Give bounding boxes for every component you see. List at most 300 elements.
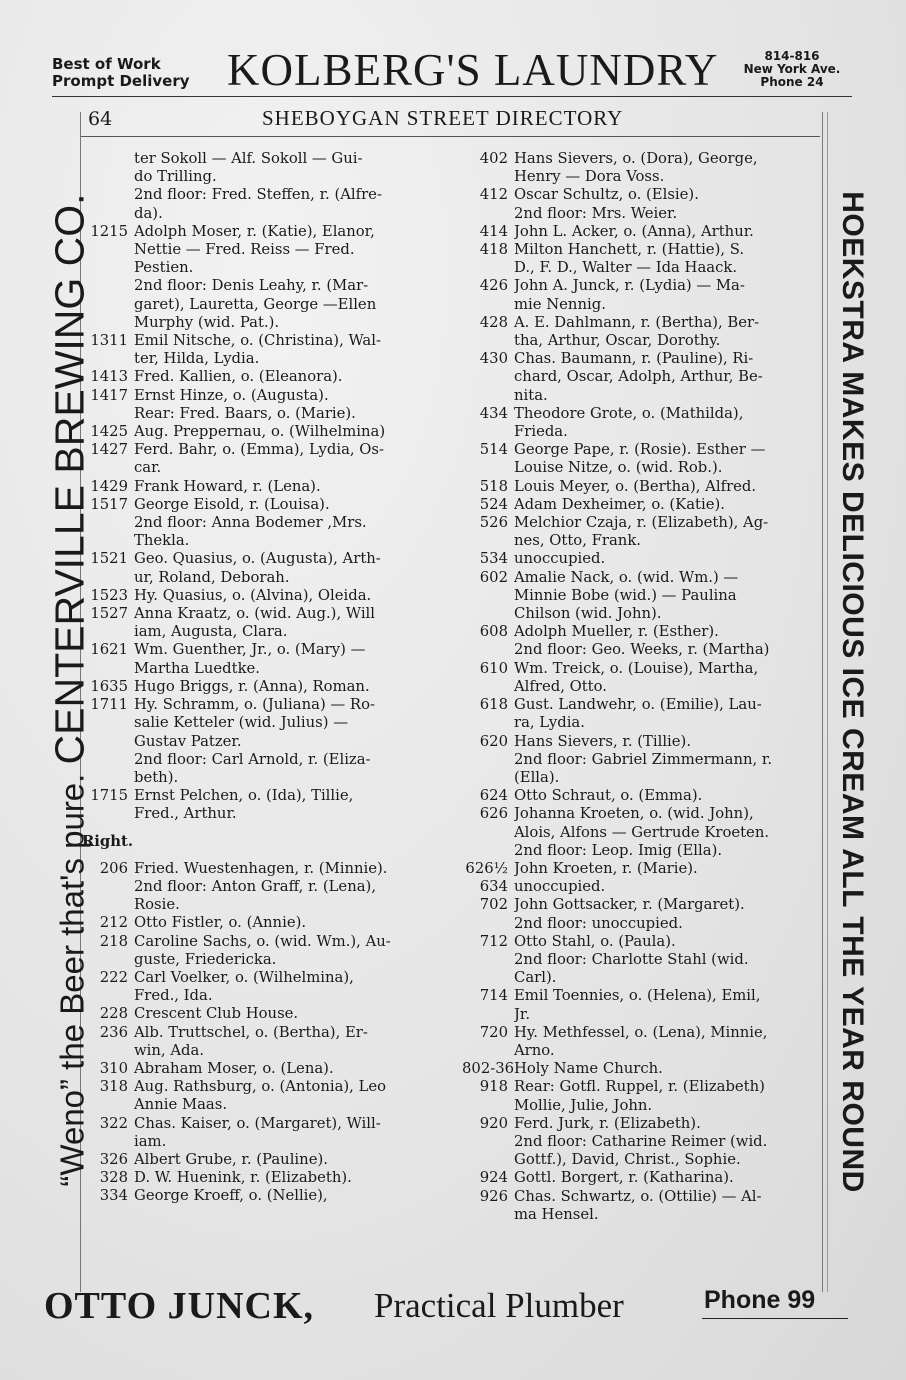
house-number	[82, 459, 134, 477]
house-number	[462, 678, 514, 696]
directory-entry	[82, 459, 454, 477]
house-number	[462, 1042, 514, 1060]
directory-entry	[82, 641, 454, 659]
directory-entry	[462, 314, 822, 332]
resident-text: ur, Roland, Deborah.	[134, 568, 290, 586]
resident-text: Milton Hanchett, r. (Hattie), S.	[514, 241, 745, 259]
house-number: 1427	[90, 441, 128, 459]
resident-text: Aug. Rathsburg, o. (Antonia), Leo	[134, 1078, 387, 1096]
house-number: 1635	[90, 677, 128, 695]
resident-text: tha, Arthur, Oscar, Dorothy.	[514, 332, 721, 350]
directory-entry	[462, 696, 822, 714]
resident-text: D., F. D., Walter — Ida Haack.	[514, 259, 738, 277]
directory-entry	[82, 1060, 454, 1078]
directory-entry	[82, 1169, 454, 1187]
directory-entry	[462, 550, 822, 568]
house-number	[462, 969, 514, 987]
resident-text: Adolph Moser, r. (Katie), Elanor,	[134, 222, 375, 240]
house-number	[82, 532, 134, 550]
directory-entry	[82, 1096, 454, 1114]
resident-text: Carl Voelker, o. (Wilhelmina),	[134, 968, 354, 986]
plumber-name: OTTO JUNCK,	[44, 1285, 315, 1327]
resident-text: Alfred, Otto.	[514, 677, 607, 695]
directory-entry	[82, 1078, 454, 1096]
directory-entry	[82, 314, 454, 332]
ad-slogan-line1: Best of Work	[52, 55, 161, 73]
section-gap	[82, 824, 454, 833]
resident-text: Chilson (wid. John).	[514, 605, 662, 623]
house-number: 534	[479, 550, 508, 568]
resident-text: 2nd floor: Mrs. Weier.	[514, 204, 678, 222]
house-number: 608	[479, 623, 508, 641]
resident-text: Fried. Wuestenhagen, r. (Minnie).	[134, 859, 388, 877]
house-number: 430	[479, 350, 508, 368]
house-number	[462, 641, 514, 659]
resident-text: 2nd floor: Geo. Weeks, r. (Martha)	[514, 641, 770, 659]
directory-entry	[462, 660, 822, 678]
resident-text: Ferd. Bahr, o. (Emma), Lydia, Os-	[134, 441, 385, 459]
resident-text: Murphy (wid. Pat.).	[134, 313, 280, 331]
directory-entry	[462, 878, 822, 896]
house-number: 236	[99, 1023, 128, 1041]
house-number: 412	[479, 186, 508, 204]
house-number	[462, 332, 514, 350]
directory-entry	[82, 387, 454, 405]
house-number	[82, 205, 134, 223]
house-number: 802-36	[462, 1060, 515, 1078]
house-number: 1523	[90, 586, 128, 604]
resident-text: Jr.	[514, 1005, 531, 1023]
directory-entry	[462, 1078, 822, 1096]
left-column	[82, 150, 454, 1206]
directory-entry	[82, 496, 454, 514]
directory-entry	[462, 532, 822, 550]
house-number	[82, 1133, 134, 1151]
house-number	[462, 296, 514, 314]
house-number: 624	[479, 787, 508, 805]
house-number: 524	[479, 495, 508, 513]
resident-text: garet), Lauretta, George —Ellen	[134, 295, 377, 313]
resident-text: Henry — Dora Voss.	[514, 168, 665, 186]
house-number: 926	[479, 1187, 508, 1205]
directory-entry	[462, 368, 822, 386]
section-heading: Right.	[82, 832, 134, 850]
resident-text: Wm. Treick, o. (Louise), Martha,	[514, 659, 759, 677]
directory-entry	[462, 1169, 822, 1187]
resident-text: guste, Friedericka.	[134, 950, 277, 968]
directory-entry	[82, 550, 454, 568]
house-number: 1413	[90, 368, 128, 386]
house-number: 426	[479, 277, 508, 295]
directory-entry	[462, 405, 822, 423]
resident-text: ra, Lydia.	[514, 714, 585, 732]
directory-entry	[462, 514, 822, 532]
resident-text: George Eisold, r. (Louisa).	[134, 495, 330, 513]
ad-address-line2: New York Ave.	[743, 62, 841, 76]
house-number: 318	[99, 1078, 128, 1096]
brewing-ad-slogan: “Weno” the Beer that's pure.	[53, 773, 91, 1187]
house-number: 428	[479, 313, 508, 331]
directory-entry	[82, 350, 454, 368]
resident-text: (Ella).	[514, 768, 560, 786]
directory-entry	[82, 769, 454, 787]
directory-entry	[82, 1005, 454, 1023]
resident-text: 2nd floor: unoccupied.	[514, 914, 683, 932]
house-number	[462, 1151, 514, 1169]
directory-entry	[82, 878, 454, 896]
directory-entry	[82, 441, 454, 459]
resident-text: 2nd floor: Gabriel Zimmermann, r.	[514, 750, 773, 768]
resident-text: Crescent Club House.	[134, 1005, 299, 1023]
house-number	[462, 368, 514, 386]
resident-text: ter, Hilda, Lydia.	[134, 350, 260, 368]
header-divider	[52, 96, 852, 97]
house-number	[82, 241, 134, 259]
resident-text: Otto Stahl, o. (Paula).	[514, 932, 676, 950]
page-number: 64	[88, 108, 113, 130]
house-number	[82, 660, 134, 678]
resident-text: Hy. Methfessel, o. (Lena), Minnie,	[514, 1023, 768, 1041]
resident-text: win, Ada.	[134, 1041, 205, 1059]
resident-text: 2nd floor: Catharine Reimer (wid.	[514, 1132, 768, 1150]
directory-entry	[462, 168, 822, 186]
house-number	[82, 186, 134, 204]
house-number: 1311	[90, 332, 128, 350]
house-number: 218	[99, 932, 128, 950]
directory-entry	[82, 1024, 454, 1042]
resident-text: Rear: Gotfl. Ruppel, r. (Elizabeth)	[514, 1078, 765, 1096]
directory-entry	[82, 150, 454, 168]
resident-text: Otto Fistler, o. (Annie).	[134, 914, 307, 932]
directory-entry	[82, 1042, 454, 1060]
resident-text: Caroline Sachs, o. (wid. Wm.), Au-	[134, 932, 391, 950]
directory-entry	[82, 569, 454, 587]
house-number: 402	[479, 150, 508, 167]
directory-entry	[462, 1115, 822, 1133]
resident-text: Carl).	[514, 969, 557, 987]
house-number	[462, 842, 514, 860]
house-number: 1527	[90, 605, 128, 623]
ad-phone: Phone 24	[760, 75, 824, 89]
house-number	[462, 205, 514, 223]
laundry-ad-header	[52, 45, 852, 98]
house-number	[462, 1206, 514, 1224]
resident-text: Gustav Patzer.	[134, 732, 242, 750]
resident-text: Theodore Grote, o. (Mathilda),	[514, 404, 744, 422]
house-number	[82, 1042, 134, 1060]
house-number: 518	[479, 477, 508, 495]
house-number: 212	[99, 914, 128, 932]
resident-text: Rosie.	[134, 896, 180, 914]
directory-entry	[82, 186, 454, 204]
resident-text: mie Nennig.	[514, 295, 606, 313]
resident-text: 2nd floor: Carl Arnold, r. (Eliza-	[134, 750, 371, 768]
resident-text: Ernst Hinze, o. (Augusta).	[134, 386, 329, 404]
resident-text: Hy. Schramm, o. (Juliana) — Ro-	[134, 696, 375, 714]
resident-text: unoccupied.	[514, 550, 606, 568]
resident-text: Louis Meyer, o. (Bertha), Alfred.	[514, 477, 757, 495]
directory-entry	[82, 478, 454, 496]
resident-text: George Kroeff, o. (Nellie),	[134, 1187, 328, 1205]
house-number	[82, 714, 134, 732]
resident-text: da).	[134, 204, 163, 222]
resident-text: chard, Oscar, Adolph, Arthur, Be-	[514, 368, 763, 386]
resident-text: nes, Otto, Frank.	[514, 532, 641, 550]
house-number: 1711	[90, 696, 128, 714]
resident-text: Mollie, Julie, John.	[514, 1096, 653, 1114]
directory-entry	[462, 915, 822, 933]
house-number: 1417	[90, 386, 128, 404]
directory-entry	[462, 1024, 822, 1042]
directory-entry	[462, 987, 822, 1005]
house-number: 228	[99, 1005, 128, 1023]
directory-entry	[462, 641, 822, 659]
plumber-ad-footer	[44, 1284, 854, 1328]
plumber-tagline: Practical Plumber	[374, 1286, 624, 1325]
house-number: 514	[479, 441, 508, 459]
resident-text: 2nd floor: Denis Leahy, r. (Mar-	[134, 277, 369, 295]
house-number	[462, 259, 514, 277]
directory-entry	[462, 587, 822, 605]
resident-text: Anna Kraatz, o. (wid. Aug.), Will	[134, 605, 376, 623]
house-number: 334	[99, 1187, 128, 1205]
directory-entry	[462, 150, 822, 168]
resident-text: Hugo Briggs, r. (Anna), Roman.	[134, 677, 370, 695]
directory-entry	[82, 368, 454, 386]
house-number: 626½	[465, 859, 508, 877]
directory-entry	[462, 569, 822, 587]
resident-text: George Pape, r. (Rosie). Esther —	[514, 441, 766, 459]
resident-text: Abraham Moser, o. (Lena).	[134, 1059, 334, 1077]
resident-text: John L. Acker, o. (Anna), Arthur.	[514, 222, 754, 240]
house-number	[82, 878, 134, 896]
house-number	[462, 951, 514, 969]
resident-text: Fred., Ida.	[134, 987, 213, 1005]
directory-entry	[462, 296, 822, 314]
directory-entry	[462, 223, 822, 241]
directory-entry	[462, 1060, 822, 1078]
resident-text: Fred. Kallien, o. (Eleanora).	[134, 368, 343, 386]
resident-text: Thekla.	[134, 532, 190, 550]
directory-entry	[82, 223, 454, 241]
house-number: 1429	[90, 477, 128, 495]
directory-entry	[462, 459, 822, 477]
directory-entry	[82, 678, 454, 696]
resident-text: Johanna Kroeten, o. (wid. John),	[514, 805, 754, 823]
directory-entry	[462, 332, 822, 350]
directory-entry	[462, 1206, 822, 1224]
page-title: SHEBOYGAN STREET DIRECTORY	[262, 106, 624, 130]
directory-entry	[82, 296, 454, 314]
directory-entry	[462, 733, 822, 751]
directory-entry	[462, 714, 822, 732]
house-number	[82, 987, 134, 1005]
resident-text: Oscar Schultz, o. (Elsie).	[514, 186, 699, 204]
house-number	[82, 314, 134, 332]
ice-cream-ad-vertical: HOEKSTRA MAKES DELICIOUS ICE CREAM ALL THE YEAR ROUND	[836, 191, 869, 1193]
brewing-ad-brand: CENTERVILLE BREWING CO.	[46, 193, 93, 765]
resident-text: beth).	[134, 768, 179, 786]
house-number	[462, 1006, 514, 1024]
directory-entry	[462, 751, 822, 769]
house-number: 610	[479, 659, 508, 677]
directory-entry	[82, 423, 454, 441]
resident-text: Emil Toennies, o. (Helena), Emil,	[514, 987, 761, 1005]
resident-text: Otto Schraut, o. (Emma).	[514, 787, 703, 805]
house-number	[462, 605, 514, 623]
resident-text: Annie Maas.	[134, 1096, 228, 1114]
directory-entry	[82, 332, 454, 350]
house-number	[82, 733, 134, 751]
resident-text: ma Hensel.	[514, 1205, 599, 1223]
resident-text: Frank Howard, r. (Lena).	[134, 477, 321, 495]
house-number: 526	[479, 514, 508, 532]
house-number	[462, 168, 514, 186]
right-border-inner	[827, 112, 828, 1292]
directory-entry	[82, 259, 454, 277]
resident-text: Gottl. Borgert, r. (Katharina).	[514, 1169, 734, 1187]
house-number: 712	[479, 932, 508, 950]
directory-entry	[82, 277, 454, 295]
house-number: 1517	[90, 495, 128, 513]
resident-text: Nettie — Fred. Reiss — Fred.	[134, 241, 355, 259]
resident-text: iam, Augusta, Clara.	[134, 623, 288, 641]
resident-text: Hans Sievers, o. (Dora), George,	[514, 150, 758, 167]
house-number: 924	[479, 1169, 508, 1187]
directory-entry	[462, 478, 822, 496]
directory-entry	[462, 205, 822, 223]
house-number: 326	[99, 1150, 128, 1168]
resident-text: John Gottsacker, r. (Margaret).	[514, 896, 745, 914]
house-number: 618	[479, 696, 508, 714]
directory-entry	[82, 896, 454, 914]
resident-text: Rear: Fred. Baars, o. (Marie).	[134, 404, 356, 422]
resident-text: John A. Junck, r. (Lydia) — Ma-	[514, 277, 745, 295]
directory-entry	[462, 1097, 822, 1115]
resident-text: salie Ketteler (wid. Julius) —	[134, 714, 349, 732]
directory-entry	[462, 259, 822, 277]
directory-entry	[462, 423, 822, 441]
house-number	[462, 915, 514, 933]
directory-entry	[82, 205, 454, 223]
resident-text: Hy. Quasius, o. (Alvina), Oleida.	[134, 586, 372, 604]
resident-text: 2nd floor: Charlotte Stahl (wid.	[514, 950, 749, 968]
directory-entry	[82, 1133, 454, 1151]
resident-text: Martha Luedtke.	[134, 659, 261, 677]
directory-entry	[82, 168, 454, 186]
resident-text: Ernst Pelchen, o. (Ida), Tillie,	[134, 787, 354, 805]
resident-text: Amalie Nack, o. (wid. Wm.) —	[514, 568, 739, 586]
directory-entry	[82, 241, 454, 259]
resident-text: 2nd floor: Fred. Steffen, r. (Alfre-	[134, 186, 382, 204]
resident-text: Gust. Landwehr, o. (Emilie), Lau-	[514, 696, 762, 714]
house-number: 434	[479, 404, 508, 422]
house-number	[82, 514, 134, 532]
directory-entry	[82, 751, 454, 769]
ad-address-line1: 814-816	[764, 49, 820, 63]
resident-text: Chas. Kaiser, o. (Margaret), Will-	[134, 1114, 381, 1132]
title-divider	[80, 136, 820, 137]
house-number	[82, 896, 134, 914]
directory-entry	[82, 696, 454, 714]
house-number: 322	[99, 1114, 128, 1132]
directory-entry	[82, 623, 454, 641]
house-number: 328	[99, 1169, 128, 1187]
house-number	[82, 1096, 134, 1114]
directory-entry	[462, 1151, 822, 1169]
resident-text: D. W. Huenink, r. (Elizabeth).	[134, 1169, 352, 1187]
directory-entry	[462, 824, 822, 842]
house-number	[82, 569, 134, 587]
plumber-phone: Phone 99	[704, 1286, 816, 1314]
house-number: 720	[479, 1023, 508, 1041]
resident-text: Alois, Alfons — Gertrude Kroeten.	[514, 823, 770, 841]
resident-text: Alb. Truttschel, o. (Bertha), Er-	[134, 1023, 368, 1041]
directory-entry	[82, 660, 454, 678]
resident-text: Emil Nitsche, o. (Christina), Wal-	[134, 332, 381, 350]
resident-text: unoccupied.	[514, 878, 606, 896]
house-number	[462, 532, 514, 550]
resident-text: Gottf.), David, Christ., Sophie.	[514, 1151, 741, 1169]
house-number	[462, 714, 514, 732]
resident-text: Holy Name Church.	[514, 1060, 663, 1078]
directory-entry	[462, 605, 822, 623]
house-number: 1215	[90, 222, 128, 240]
directory-entry	[82, 860, 454, 878]
house-number	[462, 769, 514, 787]
house-number: 620	[479, 732, 508, 750]
directory-entry	[462, 623, 822, 641]
house-number: 1425	[90, 423, 128, 441]
directory-entry	[82, 514, 454, 532]
resident-text: do Trilling.	[134, 168, 217, 186]
resident-text: Adolph Mueller, r. (Esther).	[514, 623, 719, 641]
house-number: 414	[479, 222, 508, 240]
house-number	[82, 259, 134, 277]
directory-entry	[82, 914, 454, 932]
phone-underline	[702, 1318, 848, 1319]
resident-text: Chas. Schwartz, o. (Ottilie) — Al-	[514, 1187, 762, 1205]
directory-entry	[82, 933, 454, 951]
directory-entry	[82, 805, 454, 823]
resident-text: car.	[134, 459, 162, 477]
house-number	[82, 405, 134, 423]
directory-entry	[462, 787, 822, 805]
resident-text: Melchior Czaja, r. (Elizabeth), Ag-	[514, 514, 769, 532]
house-number: 206	[99, 859, 128, 877]
ad-address	[732, 50, 852, 89]
resident-text: Hans Sievers, r. (Tillie).	[514, 732, 692, 750]
house-number	[82, 350, 134, 368]
directory-entry	[82, 714, 454, 732]
directory-entry	[462, 241, 822, 259]
house-number	[462, 1097, 514, 1115]
right-border	[822, 112, 823, 1292]
directory-entry	[82, 1187, 454, 1205]
directory-entry	[462, 1188, 822, 1206]
directory-entry	[82, 951, 454, 969]
ad-slogan-line2: Prompt Delivery	[52, 72, 190, 90]
directory-entry	[462, 387, 822, 405]
resident-text: Chas. Baumann, r. (Pauline), Ri-	[514, 350, 754, 368]
resident-text: 2nd floor: Anna Bodemer ,Mrs.	[134, 514, 367, 532]
house-number	[82, 805, 134, 823]
house-number: 1715	[90, 787, 128, 805]
house-number	[82, 296, 134, 314]
house-number: 918	[479, 1078, 508, 1096]
resident-text: Wm. Guenther, Jr., o. (Mary) —	[134, 641, 366, 659]
directory-entry	[462, 896, 822, 914]
